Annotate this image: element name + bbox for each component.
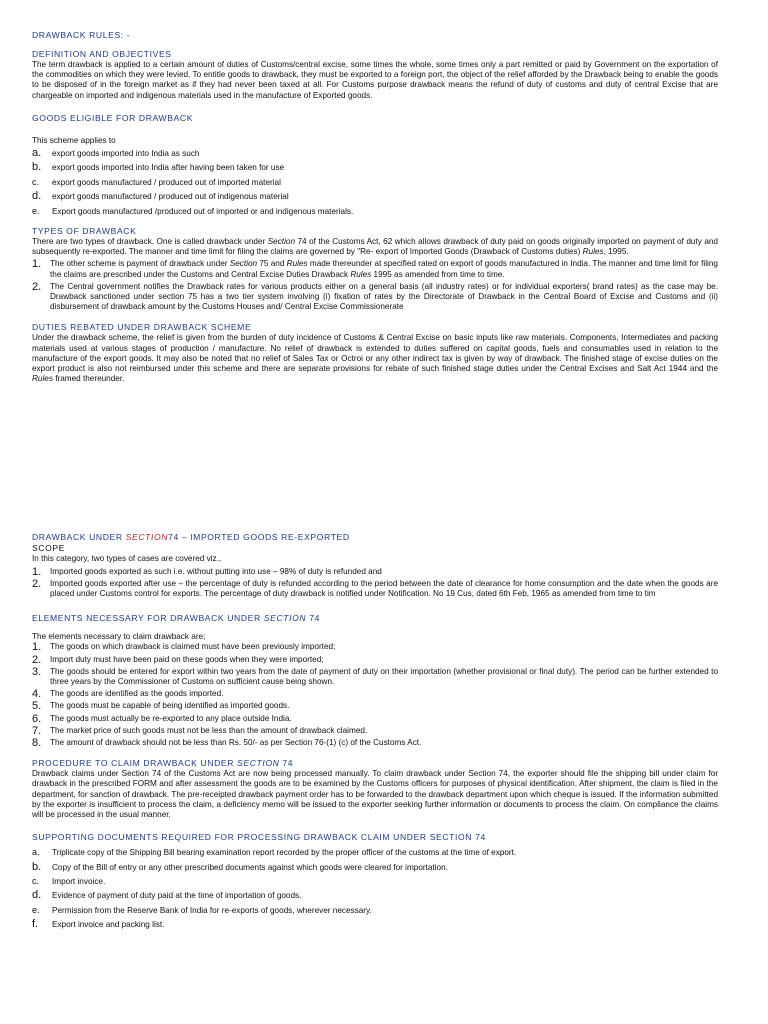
list-item-text: export goods imported into India as such <box>52 149 200 159</box>
list-item <box>32 642 718 652</box>
text-run: The other scheme is payment of drawback under <box>50 259 230 269</box>
list-marker: b. <box>32 161 42 174</box>
list-item-text: Evidence of payment of duty paid at the time of importation of goods. <box>52 891 302 901</box>
paragraph-procedure: Drawback claims under Section 74 of the Customs Act are now being processed manually. To claim drawback under Section 74, the exporter should file the shipping bill under claim for drawback in the prescribed FORM and after assessment the goods are to be examined by the Customs officers for purposes of physical identification. After shipment, the claim is filed in the department, for sanction of drawback. The pre-receipted drawback payment order has to be forwarded to the drawback department upon which cheque is issued. If the information submitted by the exporter is insufficient to process the claim, a deficiency memo will be issued to the exporter seeking further information or documents to process the claim. On compliance the claims will be processed in the usual manner. <box>32 769 718 820</box>
numbered-paragraph-text <box>50 259 718 279</box>
heading-run: PROCEDURE TO CLAIM DRAWBACK UNDER <box>32 758 238 769</box>
paragraph-definition: The term drawback is applied to a certain amount of duties of Customs/central excise, some times the whole, some times only a part remitted or paid by Government on the exportation of the commodities on which they were levied. To entitle goods to drawback, they must be exported to a foreign port, the object of the relief afforded by the Drawback being to enable the goods to be disposed of in the foreign market as if they had never been taxed at all. For Customs purpose drawback means the refund of duty of customs and duty of central Excise that are chargeable on imported and indigenous materials used in the manufacture of Exported goods. <box>32 60 718 100</box>
text-run: , 1995. <box>603 247 629 257</box>
list-marker: 5. <box>32 700 42 713</box>
numbered-paragraph <box>32 579 718 599</box>
text-run-italic: Section <box>229 259 258 269</box>
list-item <box>32 738 718 748</box>
list-item <box>32 714 718 724</box>
text-run-italic: Section <box>267 236 296 246</box>
list-elements <box>32 642 718 748</box>
list-item-text: Copy of the Bill of entry or any other prescribed documents against which goods were cleared for importation. <box>52 862 448 872</box>
paragraph-scope-intro: In this category, two types of cases are covered viz., <box>32 554 222 564</box>
heading-run: 74 <box>306 613 320 624</box>
heading-run: DRAWBACK UNDER <box>32 532 126 543</box>
list-marker: f. <box>32 918 39 931</box>
paragraph-elements-intro: The elements necessary to claim drawback are; <box>32 632 206 642</box>
text-run-italic: Rules <box>286 259 308 269</box>
text-run: There are two types of drawback. One is called drawback under <box>32 236 268 246</box>
list-item <box>32 689 718 699</box>
section-heading-supporting-documents: SUPPORTING DOCUMENTS REQUIRED FOR PROCESSING DRAWBACK CLAIM UNDER SECTION 74 <box>32 832 486 843</box>
section-heading-elements <box>32 613 718 624</box>
heading-run: 74 <box>279 758 294 769</box>
list-marker: c. <box>32 876 40 887</box>
numbered-paragraph-text: Imported goods exported after use – the percentage of duty is refunded according to the period between the date of clearance for home consumption and the date when the goods are placed under Customs control for exports. The percentage of duty drawback is notified under Notification. No 19 Cus, dated 6th Feb, 1965 as amended from time to tim <box>50 578 718 599</box>
text-run-italic: Rules <box>32 374 53 384</box>
section-heading-definition: DEFINITION AND OBJECTIVES <box>32 49 172 59</box>
list-item <box>32 655 718 665</box>
list-marker: e. <box>32 904 40 915</box>
list-item-text: Import duty must have been paid on these goods when they were imported; <box>50 654 324 664</box>
numbered-paragraph <box>32 282 718 313</box>
heading-run: 74 – IMPORTED GOODS RE-EXPORTED <box>168 532 350 543</box>
list-marker: 2. <box>32 577 42 590</box>
paragraph-duties-rebated <box>32 333 718 384</box>
list-item <box>32 876 718 887</box>
list-marker: 1. <box>32 641 42 654</box>
list-item <box>32 862 718 873</box>
list-item-text: The goods should be entered for export within two years from the date of payment of duty on their importation (whether provisional or final duty). The period can be further extended to three years by the Commissioner of Customs on sufficient cause being shown. <box>50 666 718 687</box>
document-page <box>32 30 718 934</box>
list-item <box>32 667 718 687</box>
section-heading-section74 <box>32 532 718 543</box>
list-goods-eligible <box>32 148 718 217</box>
list-marker: 4. <box>32 688 42 701</box>
list-marker: 6. <box>32 712 42 725</box>
numbered-paragraph <box>32 567 718 577</box>
text-run-italic: Rules <box>582 247 604 257</box>
list-item-text: The market price of such goods must not be less than the amount of drawback claimed. <box>50 725 368 735</box>
list-item <box>32 847 718 858</box>
heading-run-italic: SECTION <box>237 758 280 769</box>
section-heading-goods-eligible: GOODS ELIGIBLE FOR DRAWBACK <box>32 112 194 123</box>
list-item <box>32 905 718 916</box>
text-run: 75 and <box>257 259 287 269</box>
heading-run-italic: SECTION <box>125 532 169 543</box>
list-item-text: The goods must actually be re-exported to any place outside India. <box>50 713 292 723</box>
list-item-text: Triplicate copy of the Shipping Bill bearing examination report recorded by the proper officer of the customs at the time of export. <box>52 848 517 858</box>
heading-run-italic: SECTION <box>263 613 307 624</box>
list-item-text: export goods manufactured / produced out of indigenous material <box>52 192 289 202</box>
document-title: DRAWBACK RULES: - <box>32 30 131 40</box>
list-marker: e. <box>32 205 40 216</box>
list-item-text: export goods imported into India after having been taken for use <box>52 163 285 173</box>
list-item <box>32 919 718 930</box>
text-run: 1995 as amended from time to time. <box>371 269 505 279</box>
list-marker: c. <box>32 176 40 187</box>
section-heading-procedure <box>32 758 718 769</box>
list-item-text: Import invoice. <box>52 877 106 887</box>
text-run: Under the drawback scheme, the relief is given from the burden of duty incidence of Customs & Central Excise on basic inputs like raw materials. Components, Intermediates and packing materials used at various stages of production / manufacture. No relief of drawback is extended to duties suffered on capital goods, fuels and consumables used in relation to the manufacture of the export goods. It may also be noted that no relief of Sales Tax or Octroi or any other indirect tax is given by way of drawback. The finished stage of excise duties on the export product is also not reimbursed under this scheme and there are separate provisions for rebate of such finished stage duties under the Central Excises and Salt Act 1944 and the <box>32 333 718 373</box>
list-marker: 1. <box>32 258 42 271</box>
list-item-text: The goods must be capable of being identified as imported goods. <box>50 701 290 711</box>
text-run: made thereunder at specified rated on export of goods manufactured in India. The manner and time limit for filing the claims are prescribed under the Customs and Central Excise Duties Drawback <box>50 259 718 279</box>
list-marker: d. <box>32 889 42 902</box>
subheading-scope: SCOPE <box>32 543 66 554</box>
text-run-italic: Rules <box>350 269 372 279</box>
section-heading-duties-rebated: DUTIES REBATED UNDER DRAWBACK SCHEME <box>32 322 252 333</box>
paragraph-scheme-applies: This scheme applies to <box>32 135 116 145</box>
list-marker: b. <box>32 860 42 873</box>
list-marker: 8. <box>32 737 42 750</box>
list-item <box>32 701 718 711</box>
numbered-paragraph-text: Imported goods exported as such i.e. without putting into use – 98% of duty is refunded and <box>50 566 382 576</box>
numbered-paragraph-text: The Central government notifies the Drawback rates for various products either on a general basis (all industry rates) or for individual exporters( brand rates) as the case may be. Drawback sanctioned under section 75 has a two tier system involving (i) fixation of rates by the Directorate of Drawback in the Central Board of Excise and Customs and (ii) disbursement of drawback amount by the Customs Houses and/ Central Excise Commissionerate <box>50 281 718 312</box>
list-item-text: Export invoice and packing list. <box>52 920 165 930</box>
list-item <box>32 191 718 202</box>
list-item <box>32 890 718 901</box>
list-item <box>32 177 718 188</box>
list-supporting-documents <box>32 847 718 930</box>
list-marker: d. <box>32 190 42 203</box>
list-item-text: The goods on which drawback is claimed must have been previously imported; <box>50 642 336 652</box>
list-marker: 2. <box>32 280 42 293</box>
numbered-paragraph <box>32 259 718 279</box>
paragraph-types <box>32 237 718 257</box>
list-marker: 3. <box>32 665 42 678</box>
list-item-text: export goods manufactured / produced out of imported material <box>52 177 281 187</box>
section-heading-types: TYPES OF DRAWBACK <box>32 225 137 236</box>
list-marker: a. <box>32 147 42 160</box>
list-item <box>32 726 718 736</box>
list-item-text: Permission from the Reserve Bank of India for re-exports of goods, wherever necessary. <box>52 905 372 915</box>
text-run: framed thereunder. <box>52 374 125 384</box>
list-marker: 1. <box>32 565 42 578</box>
list-marker: 2. <box>32 653 42 666</box>
list-marker: a. <box>32 847 40 858</box>
heading-run: ELEMENTS NECESSARY FOR DRAWBACK UNDER <box>32 613 264 624</box>
list-marker: 7. <box>32 724 42 737</box>
list-item-text: The goods are identified as the goods imported. <box>50 689 224 699</box>
list-item-text: The amount of drawback should not be less than Rs. 50/- as per Section 76-(1) (c) of the Customs Act. <box>50 738 422 748</box>
list-item <box>32 206 718 217</box>
list-item <box>32 162 718 173</box>
text-run: 74 of the Customs Act, 62 which allows drawback of duty paid on goods originally imported on payment of duty and subsequently re-exported. The manner and time limit for filing the claims are governed by "Re- export of Imported Goods (Drawback of Customs duties) <box>32 236 718 257</box>
list-item <box>32 148 718 159</box>
list-item-text: Export goods manufactured /produced out of imported or and indigenous materials. <box>52 206 354 216</box>
